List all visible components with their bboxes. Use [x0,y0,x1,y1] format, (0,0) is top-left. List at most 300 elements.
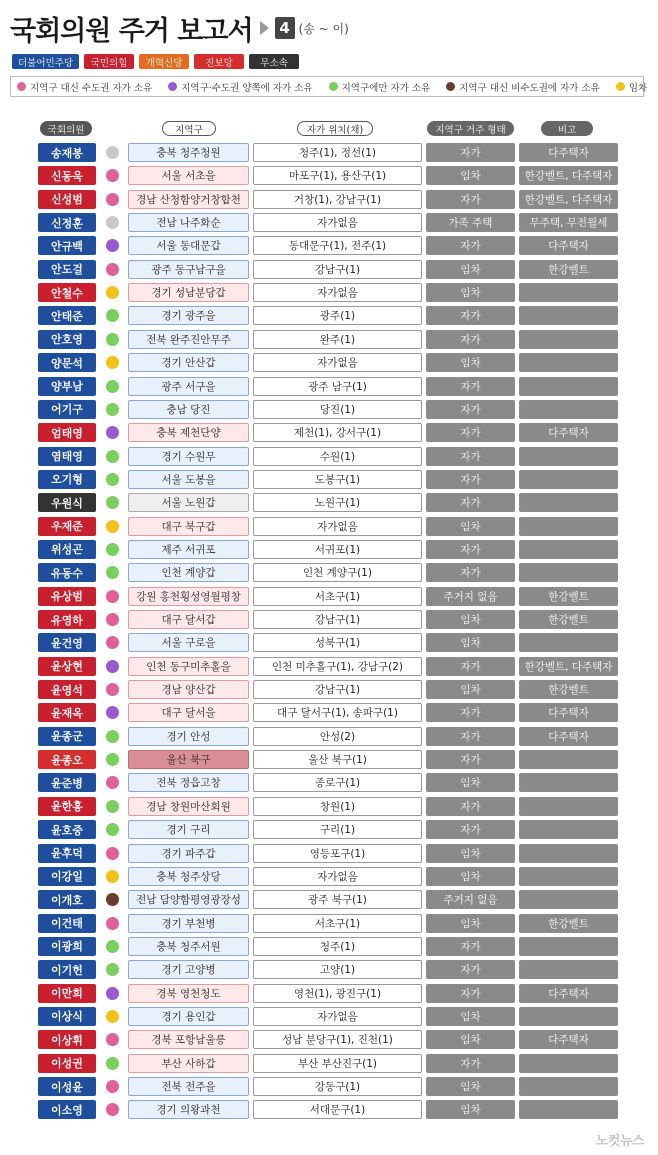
member-name: 윤후덕 [38,844,96,863]
district-cell: 경기 안산갑 [128,353,249,372]
member-name: 이개호 [38,890,96,909]
note-cell: 한강벨트, 다주택자 [519,190,618,209]
table-row [0,703,658,722]
owned-home-location: 부산 부산진구(1) [253,1054,422,1073]
member-name: 엄태영 [38,423,96,442]
ownership-dot-icon [106,917,119,930]
district-cell: 경기 구리 [128,820,249,839]
residence-form: 주거지 없음 [426,890,515,909]
residence-form: 임차 [426,680,515,699]
note-cell [519,1077,618,1096]
residence-form: 임차 [426,353,515,372]
ownership-dot-icon [106,870,119,883]
district-cell: 서울 구로을 [128,633,249,652]
note-cell: 한강벨트 [519,610,618,629]
note-cell: 한강벨트 [519,680,618,699]
note-cell [519,493,618,512]
owned-home-location: 성남 분당구(1), 진천(1) [253,1030,422,1049]
note-cell [519,633,618,652]
owned-home-location: 강남구(1) [253,260,422,279]
ownership-dot-icon [106,613,119,626]
owned-home-location: 자가없음 [253,867,422,886]
table-row [0,213,658,232]
residence-form: 자가 [426,540,515,559]
owned-home-location: 광주(1) [253,306,422,325]
district-cell: 대구 달서을 [128,703,249,722]
ownership-dot-icon [106,169,119,182]
district-cell: 경기 안성 [128,727,249,746]
name-range: (송 ~ 이) [298,21,349,36]
member-name: 안철수 [38,283,96,302]
district-cell: 경기 용인갑 [128,1007,249,1026]
ownership-dot-icon [106,706,119,719]
ownership-dot-icon [106,636,119,649]
owned-home-location: 영등포구(1) [253,844,422,863]
member-name: 이상휘 [38,1030,96,1049]
ownership-dot-icon [106,566,119,579]
district-cell: 경남 양산갑 [128,680,249,699]
column-header-name: 국회의원 [40,121,92,136]
district-cell: 전남 나주화순 [128,213,249,232]
residence-form: 자가 [426,306,515,325]
member-name: 안호영 [38,330,96,349]
member-name: 유상범 [38,587,96,606]
table-row [0,493,658,512]
residence-form: 임차 [426,633,515,652]
member-name: 안태준 [38,306,96,325]
member-name: 윤건영 [38,633,96,652]
note-cell: 다주택자 [519,727,618,746]
residence-form: 임차 [426,1100,515,1119]
owned-home-location: 구리(1) [253,820,422,839]
legend-label: 임차 [628,82,648,94]
table-row [0,890,658,909]
district-cell: 경남 창원마산회원 [128,797,249,816]
district-cell: 전남 담양함평영광장성 [128,890,249,909]
owned-home-location: 서초구(1) [253,587,422,606]
note-cell [519,867,618,886]
district-cell: 서울 노원갑 [128,493,249,512]
owned-home-location: 창원(1) [253,797,422,816]
party-badge-ind: 무소속 [249,54,299,69]
district-cell: 서울 서초을 [128,166,249,185]
note-cell [519,330,618,349]
residence-form: 자가 [426,820,515,839]
table-row [0,260,658,279]
residence-form: 자가 [426,984,515,1003]
residence-form: 자가 [426,703,515,722]
table-row [0,587,658,606]
ownership-dot-icon [106,1033,119,1046]
owned-home-location: 성북구(1) [253,633,422,652]
residence-form: 자가 [426,236,515,255]
district-cell: 경남 산청함양거창합천 [128,190,249,209]
ownership-dot-icon [106,847,119,860]
ownership-dot-icon [106,450,119,463]
member-name: 유영하 [38,610,96,629]
member-name: 신정훈 [38,213,96,232]
note-cell [519,400,618,419]
member-name: 이광희 [38,937,96,956]
member-name: 유동수 [38,563,96,582]
member-name: 위성곤 [38,540,96,559]
note-cell: 다주택자 [519,703,618,722]
owned-home-location: 청주(1) [253,937,422,956]
table-row [0,1077,658,1096]
note-cell [519,353,618,372]
owned-home-location: 영천(1), 광진구(1) [253,984,422,1003]
table-row [0,1100,658,1119]
volume-badge: 4 [275,17,295,39]
note-cell [519,447,618,466]
residence-form: 임차 [426,1007,515,1026]
table-row [0,960,658,979]
note-cell [519,470,618,489]
owned-home-location: 광주 남구(1) [253,377,422,396]
owned-home-location: 서초구(1) [253,914,422,933]
district-cell: 전북 완주진안무주 [128,330,249,349]
district-cell: 경기 성남분당갑 [128,283,249,302]
note-cell [519,750,618,769]
ownership-dot-icon [106,1057,119,1070]
owned-home-location: 대구 달서구(1), 송파구(1) [253,703,422,722]
owned-home-location: 강남구(1) [253,610,422,629]
table-row [0,657,658,676]
table-row [0,166,658,185]
owned-home-location: 완주(1) [253,330,422,349]
ownership-dot-icon [106,963,119,976]
member-name: 양부남 [38,377,96,396]
ownership-dot-icon [106,823,119,836]
table-row [0,750,658,769]
table-row [0,633,658,652]
party-badge-dem: 더불어민주당 [12,54,79,69]
legend-label: 지역구 대신 비수도권에 자가 소유 [459,82,600,94]
ownership-dot-icon [106,1103,119,1116]
member-name: 양문석 [38,353,96,372]
owned-home-location: 자가없음 [253,283,422,302]
party-badge-ppp: 국민의힘 [84,54,134,69]
district-cell: 전북 전주을 [128,1077,249,1096]
district-cell: 경북 영천청도 [128,984,249,1003]
note-cell: 다주택자 [519,143,618,162]
residence-form: 자가 [426,423,515,442]
table-row [0,914,658,933]
district-cell: 대구 북구갑 [128,517,249,536]
residence-form: 자가 [426,1054,515,1073]
member-name: 안규백 [38,236,96,255]
owned-home-location: 강남구(1) [253,680,422,699]
ownership-dot-icon [106,683,119,696]
note-cell [519,1100,618,1119]
table-row [0,540,658,559]
member-name: 신동욱 [38,166,96,185]
residence-form: 자가 [426,797,515,816]
owned-home-location: 자가없음 [253,1007,422,1026]
member-name: 염태영 [38,447,96,466]
residence-form: 자가 [426,330,515,349]
owned-home-location: 당진(1) [253,400,422,419]
residence-form: 자가 [426,563,515,582]
member-name: 우원식 [38,493,96,512]
district-cell: 충북 청주서원 [128,937,249,956]
ownership-dot-icon [106,146,119,159]
member-name: 윤호중 [38,820,96,839]
table-row [0,773,658,792]
table-row [0,330,658,349]
member-name: 윤준병 [38,773,96,792]
district-cell: 울산 북구 [128,750,249,769]
ownership-dot-icon [106,309,119,322]
party-badge-reform: 개혁신당 [139,54,189,69]
ownership-dot-icon [106,520,119,533]
member-name: 윤상현 [38,657,96,676]
district-cell: 경기 부천병 [128,914,249,933]
member-name: 이성윤 [38,1077,96,1096]
residence-form: 자가 [426,400,515,419]
residence-form: 임차 [426,1077,515,1096]
note-cell [519,797,618,816]
table-row [0,1007,658,1026]
note-cell [519,820,618,839]
note-cell [519,563,618,582]
column-header-district: 지역구 [162,121,216,136]
ownership-dot-icon [106,286,119,299]
member-name: 윤종오 [38,750,96,769]
residence-form: 자가 [426,190,515,209]
ownership-dot-icon [106,263,119,276]
district-cell: 인천 계양갑 [128,563,249,582]
table-row [0,610,658,629]
district-cell: 충북 제천단양 [128,423,249,442]
note-cell [519,306,618,325]
table-row [0,820,658,839]
note-cell [519,844,618,863]
member-name: 이성권 [38,1054,96,1073]
owned-home-location: 제천(1), 강서구(1) [253,423,422,442]
note-cell: 다주택자 [519,423,618,442]
district-cell: 제주 서귀포 [128,540,249,559]
ownership-dot-icon [106,800,119,813]
owned-home-location: 노원구(1) [253,493,422,512]
ownership-dot-icon [106,776,119,789]
table-row [0,797,658,816]
member-name: 어기구 [38,400,96,419]
ownership-dot-icon [106,473,119,486]
district-cell: 전북 정읍고창 [128,773,249,792]
table-row [0,727,658,746]
note-cell [519,960,618,979]
table-row [0,447,658,466]
legend-label: 지역구 대신 수도권 자가 소유 [30,82,153,94]
ownership-dot-icon [106,987,119,1000]
note-cell [519,377,618,396]
district-cell: 서울 도봉을 [128,470,249,489]
district-cell: 광주 서구을 [128,377,249,396]
owned-home-location: 인천 계양구(1) [253,563,422,582]
district-cell: 경기 고양병 [128,960,249,979]
owned-home-location: 울산 북구(1) [253,750,422,769]
residence-form: 자가 [426,493,515,512]
residence-form: 임차 [426,166,515,185]
note-cell [519,890,618,909]
district-cell: 인천 동구미추홀을 [128,657,249,676]
table-row [0,984,658,1003]
publisher-logo: 노컷뉴스 [595,1134,644,1149]
residence-form: 자가 [426,377,515,396]
table-row [0,680,658,699]
owned-home-location: 동대문구(1), 전주(1) [253,236,422,255]
owned-home-location: 마포구(1), 용산구(1) [253,166,422,185]
note-cell [519,1007,618,1026]
note-cell: 무주택, 무전월세 [519,213,618,232]
table-row [0,1054,658,1073]
residence-form: 임차 [426,844,515,863]
legend-label: 지역구에만 자가 소유 [341,82,431,94]
district-cell: 부산 사하갑 [128,1054,249,1073]
owned-home-location: 서대문구(1) [253,1100,422,1119]
note-cell: 한강벨트 [519,260,618,279]
ownership-dot-icon [106,193,119,206]
district-cell: 서울 동대문갑 [128,236,249,255]
table-row [0,236,658,255]
ownership-dot-icon [106,380,119,393]
owned-home-location: 고양(1) [253,960,422,979]
member-name: 오기형 [38,470,96,489]
owned-home-location: 서귀포(1) [253,540,422,559]
district-cell: 경북 포항남울릉 [128,1030,249,1049]
ownership-dot-icon [106,590,119,603]
table-row [0,867,658,886]
member-name: 윤재옥 [38,703,96,722]
note-cell [519,937,618,956]
ownership-dot-icon [106,753,119,766]
residence-form: 임차 [426,914,515,933]
ownership-dot-icon [106,543,119,556]
member-name: 안도걸 [38,260,96,279]
table-row [0,190,658,209]
table-row [0,937,658,956]
member-name: 이상식 [38,1007,96,1026]
table-row [0,400,658,419]
note-cell: 한강벨트, 다주택자 [519,657,618,676]
district-cell: 충북 청주상당 [128,867,249,886]
note-cell [519,773,618,792]
residence-form: 임차 [426,773,515,792]
owned-home-location: 자가없음 [253,517,422,536]
member-name: 이강일 [38,867,96,886]
member-name: 송재봉 [38,143,96,162]
note-cell: 다주택자 [519,236,618,255]
residence-form: 임차 [426,1030,515,1049]
residence-form: 자가 [426,727,515,746]
residence-form: 자가 [426,447,515,466]
district-cell: 경기 파주갑 [128,844,249,863]
column-header-note: 비고 [541,121,593,136]
member-name: 윤영석 [38,680,96,699]
table-row [0,1030,658,1049]
note-cell: 다주택자 [519,1030,618,1049]
residence-form: 임차 [426,610,515,629]
ownership-dot-icon [106,730,119,743]
owned-home-location: 인천 미추홀구(1), 강남구(2) [253,657,422,676]
party-badge-prog: 진보당 [194,54,244,69]
column-header-form: 지역구 거주 형태 [427,121,514,136]
note-cell: 다주택자 [519,984,618,1003]
ownership-dot-icon [106,333,119,346]
residence-form: 임차 [426,283,515,302]
table-row [0,563,658,582]
ownership-dot-icon [106,893,119,906]
member-name: 우재준 [38,517,96,536]
residence-form: 임차 [426,517,515,536]
district-cell: 경기 광주을 [128,306,249,325]
owned-home-location: 광주 북구(1) [253,890,422,909]
residence-form: 자가 [426,657,515,676]
ownership-dot-icon [106,216,119,229]
note-cell [519,517,618,536]
ownership-dot-icon [106,239,119,252]
residence-form: 임차 [426,260,515,279]
table-row [0,143,658,162]
residence-form: 주거지 없음 [426,587,515,606]
page-title: 국회의원 주거 보고서 [10,15,253,47]
member-name: 신성범 [38,190,96,209]
table-row [0,470,658,489]
table-row [0,423,658,442]
member-name: 이만희 [38,984,96,1003]
residence-form: 자가 [426,470,515,489]
district-cell: 대구 달서갑 [128,610,249,629]
ownership-dot-icon [106,940,119,953]
district-cell: 충남 당진 [128,400,249,419]
table-row [0,517,658,536]
note-cell [519,1054,618,1073]
district-cell: 광주 동구남구을 [128,260,249,279]
member-name: 이기헌 [38,960,96,979]
table-row [0,844,658,863]
column-header-location: 자가 위치(채) [297,121,373,136]
member-name: 윤종군 [38,727,96,746]
note-cell: 한강벨트 [519,587,618,606]
note-cell: 한강벨트, 다주택자 [519,166,618,185]
owned-home-location: 청주(1), 정선(1) [253,143,422,162]
ownership-dot-icon [106,356,119,369]
table-row [0,306,658,325]
note-cell: 한강벨트 [519,914,618,933]
ownership-dot-icon [106,496,119,509]
owned-home-location: 도봉구(1) [253,470,422,489]
residence-form: 임차 [426,867,515,886]
residence-form: 자가 [426,750,515,769]
residence-form: 자가 [426,143,515,162]
table-row [0,353,658,372]
owned-home-location: 자가없음 [253,353,422,372]
owned-home-location: 안성(2) [253,727,422,746]
ownership-dot-icon [106,660,119,673]
district-cell: 강원 홍천횡성영월평창 [128,587,249,606]
residence-form: 자가 [426,960,515,979]
district-cell: 경기 의왕과천 [128,1100,249,1119]
table-row [0,283,658,302]
note-cell [519,283,618,302]
residence-form: 자가 [426,937,515,956]
residence-form: 가족 주택 [426,213,515,232]
table-row [0,377,658,396]
owned-home-location: 거창(1), 강남구(1) [253,190,422,209]
ownership-dot-icon [106,403,119,416]
member-name: 이소영 [38,1100,96,1119]
